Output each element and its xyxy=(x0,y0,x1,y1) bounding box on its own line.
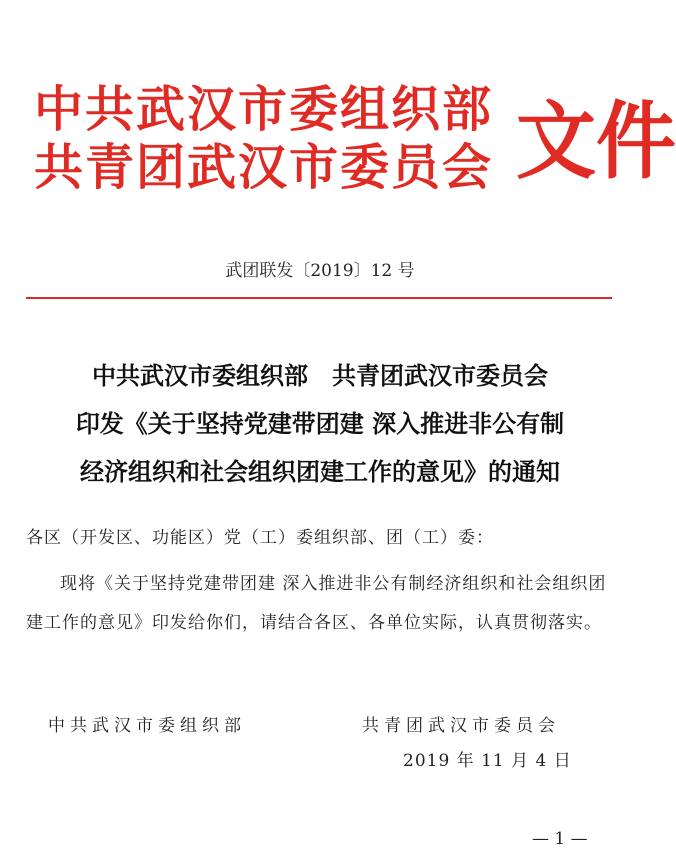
signature-left: 中共武汉市委组织部 xyxy=(48,716,246,736)
body-paragraph xyxy=(26,565,614,643)
document-number: 武团联发〔2019〕12 号 xyxy=(225,261,415,281)
issue-date: 2019 年 11 月 4 日 xyxy=(403,751,572,771)
page-number: — 1 — xyxy=(532,829,588,849)
red-separator-line xyxy=(26,297,612,299)
issuer-org-1: 中共武汉市委组织部 xyxy=(34,81,494,138)
salutation: 各区（开发区、功能区）党（工）委组织部、团（工）委： xyxy=(26,528,494,548)
body-paragraph-text: 现将《关于坚持党建带团建 深入推进非公有制经济组织和社会组织团建工作的意见》印发给你们，请结合各区、各单位实际，认真贯彻落实。 xyxy=(26,574,607,633)
title-line-2: 印发《关于坚持党建带团建 深入推进非公有制 xyxy=(75,409,565,438)
title-line-1: 中共武汉市委组织部 共青团武汉市委员会 xyxy=(92,361,548,390)
signature-right: 共青团武汉市委员会 xyxy=(362,716,560,736)
document-suffix: 文件 xyxy=(516,92,676,191)
issuer-org-2: 共青团武汉市委员会 xyxy=(34,139,494,196)
title-line-3: 经济组织和社会组织团建工作的意见》的通知 xyxy=(80,457,560,486)
document-title xyxy=(0,352,640,496)
red-masthead xyxy=(34,81,676,202)
